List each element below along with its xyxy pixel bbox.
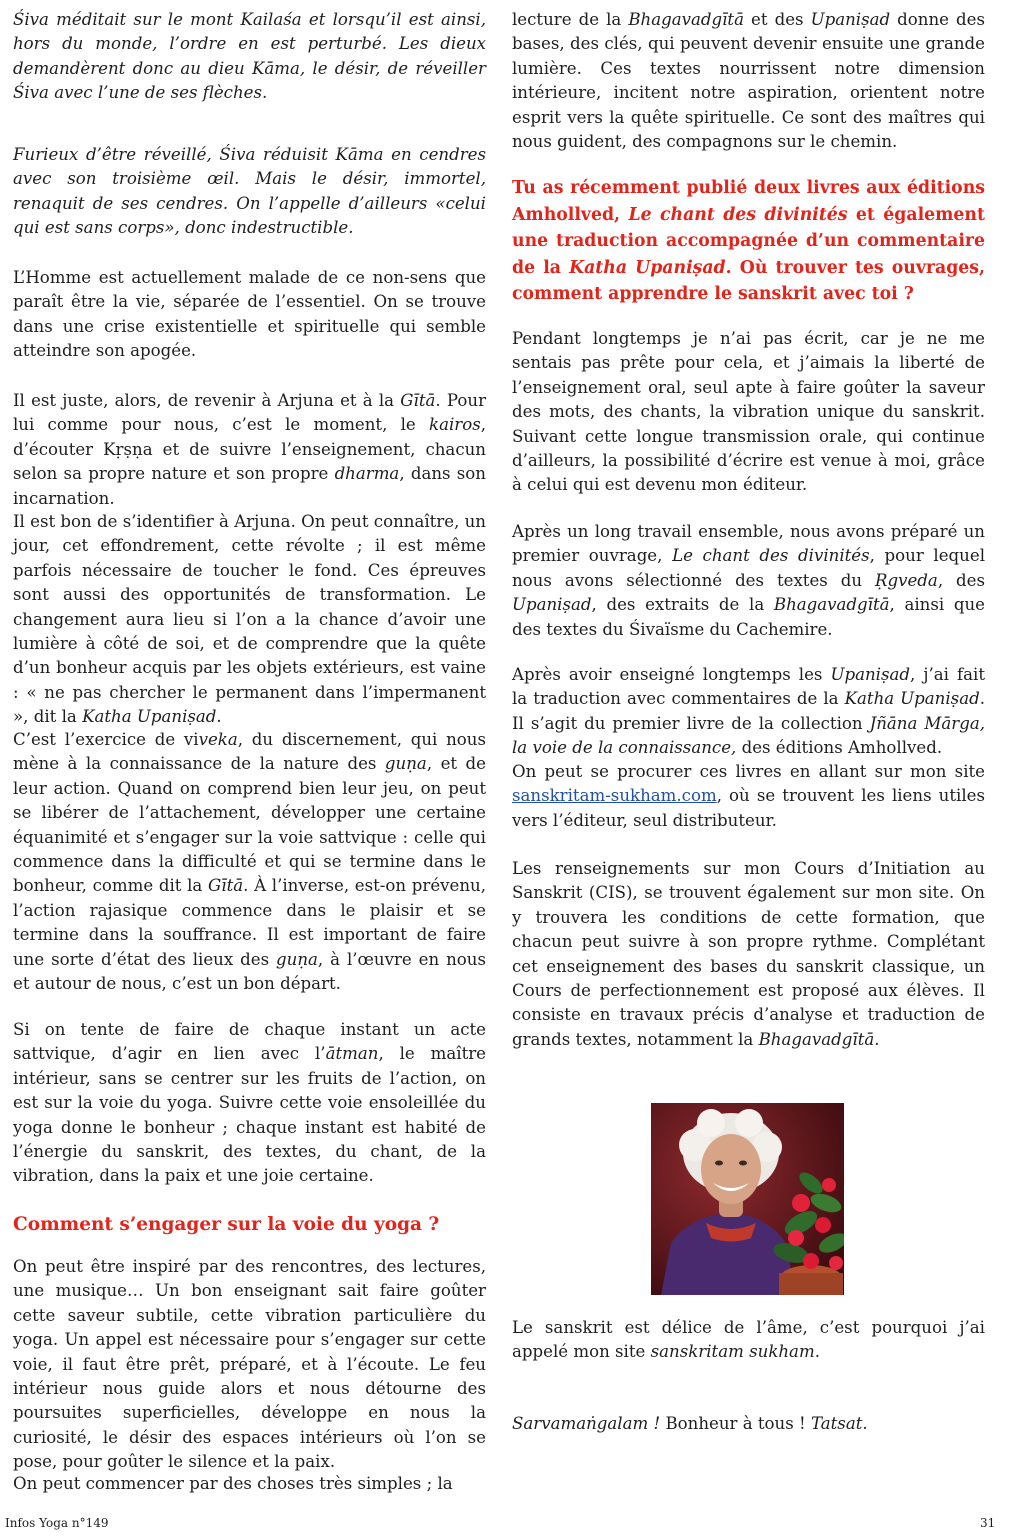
page-number: 31	[980, 1516, 996, 1530]
paragraph-siva-meditation	[13, 8, 486, 106]
text-italic: Bhagavadgītā	[628, 10, 744, 29]
text-italic: Le chant des divinités	[628, 204, 848, 225]
text-italic: Gītā	[400, 391, 436, 410]
text-italic: Katha Upaniṣad	[82, 707, 217, 727]
portrait-photo	[651, 1103, 844, 1295]
text: lecture de la	[512, 10, 629, 29]
section-heading: Comment s’engager sur la voie du yoga ?	[13, 1214, 440, 1235]
text: , j’ai fait la traduction avec commentaires de la	[512, 665, 985, 709]
text-italic: ātman	[325, 1044, 379, 1064]
paragraph-katha-traduction	[512, 663, 985, 761]
text: , à l’œuvre en nous et autour de nous, c’est un bon départ.	[13, 949, 486, 994]
text-italic: Tatsat.	[810, 1414, 868, 1433]
text-italic: Bhagavadgītā	[758, 1029, 875, 1049]
magazine-footer: Infos Yoga n°149	[5, 1516, 109, 1530]
text: .	[874, 1029, 880, 1049]
text-italic: Upaniṣad	[512, 595, 592, 615]
text: . Pour lui comme pour nous, c’est le moment, le	[13, 391, 487, 435]
text: Śiva méditait sur le mont Kailaśa et lorsqu’il est ainsi, hors du monde, l’ordre en est perturbé. Les dieux demandèrent donc au dieu Kāma, le désir, de réveiller Śiva avec l’une de ses flèches.	[13, 10, 486, 103]
text: Le sanskrit est délice de l’âme, c’est pourquoi j’ai appelé mon site	[512, 1318, 985, 1362]
paragraph-long-travail	[512, 520, 985, 642]
text: Il est bon de s’identifier à Arjuna. On peut connaître, un jour, cet effondrement, cette révolte ; il est même parfois nécessaire de toucher le fond. Ces épreuves sont aussi des opportunités de transformation. Le changement aura lieu si l’on a la chance d’avoir une lumière à côté de soi, et de comprendre que la quête d’un bonheur acquis par les objets extérieurs, est vaine : « ne pas chercher le permanent dans l’impermanent », dit la	[13, 512, 486, 727]
text: . À l’inverse, est-on prévenu, l’action rajasique commence dans le plaisir et se termine dans la souffrance. Il est important de faire une sorte d’état des lieux des	[13, 876, 486, 969]
text: et également une traduction accompagnée d’un commentaire de la	[512, 204, 985, 278]
text-italic: Katha Upaniṣad	[569, 257, 726, 278]
paragraph-kama-ashes	[13, 143, 486, 241]
text: .	[216, 707, 222, 727]
text: , des extraits de la	[591, 595, 774, 615]
text: , pour lequel nous avons sélectionné des textes du	[512, 546, 985, 590]
text: des éditions Amhollved.	[736, 738, 943, 758]
text: , du discernement, qui nous mène à la connaissance de la nature des	[13, 730, 486, 774]
text: Après un long travail ensemble, nous avons préparé un premier ouvrage,	[512, 522, 985, 566]
paragraph-viveka	[13, 728, 486, 996]
paragraph-pendant-longtemps	[512, 327, 985, 498]
text: Les renseignements sur mon Cours d’Initiation au Sanskrit (CIS), se trouvent également sur mon site. On y trouvera les conditions de cette formation, que chacun peut suivre à son propre rythme. Complétant cet enseignement des bases du sanskrit classique, un Cours de perfectionnement est proposé aux élèves. Il consiste en travaux précis d’analyse et traduction de grands textes, notamment la	[512, 859, 985, 1049]
portrait-illustration	[651, 1103, 844, 1295]
text: , le maître intérieur, sans se centrer sur les fruits de l’action, on est sur la voie du yoga. Suivre cette voie ensoleillée du yoga donne le bonheur ; chaque instant est habité de l’énergie du sanskrit, des textes, du chant, de la vibration, dans la paix et une joie certaine.	[13, 1044, 487, 1186]
text-italic: Upaniṣad	[810, 10, 891, 29]
text: Pendant longtemps je n’ai pas écrit, car je ne me sentais pas prête pour cela, et j’aimais la liberté de l’enseignement oral, seul apte à faire goûter la saveur des mots, des chants, la vibration unique du sanskrit. Suivant cette longue transmission orale, qui continue d’ailleurs, la possibilité d’écrire est venue à moi, grâce à celui qui est devenu mon éditeur.	[512, 329, 985, 495]
text: et des	[744, 10, 811, 29]
text: L’Homme est actuellement malade de ce non-sens que paraît être la vie, séparée de l’essentiel. On se trouve dans une crise existentielle et spirituelle qui semble atteindre son apogée.	[13, 268, 486, 361]
text: Il est juste, alors, de revenir à Arjuna et à la	[13, 391, 401, 410]
text: Furieux d’être réveillé, Śiva réduisit Kāma en cendres avec son troisième œil. Mais le désir, immortel, renaquit de ses cendres. On l’appelle d’ailleurs «celui qui est sans corps», donc indestructible.	[13, 145, 486, 238]
text: Bonheur à tous !	[660, 1414, 811, 1433]
website-link[interactable]: sanskritam-sukham.com	[512, 786, 717, 806]
text-italic: Jñāna Mārga, la voie de la connaissance,	[512, 713, 985, 758]
interview-question	[512, 175, 985, 308]
text-italic: Sarvamaṅgalam !	[512, 1414, 661, 1433]
text: Si on tente de faire de chaque instant un acte sattvique, d’agir en lien avec l’	[13, 1020, 486, 1064]
paragraph-lecture	[512, 8, 985, 154]
text: , dans son incarnation.	[13, 464, 486, 508]
text: . Il s’agit du premier livre de la collection	[512, 689, 985, 733]
paragraph-choses-simples	[13, 1472, 486, 1496]
photo-caption	[512, 1316, 985, 1365]
paragraph-procurer-livres	[512, 760, 985, 833]
text: Tu as récemment publié deux livres aux éditions Amhollved,	[512, 178, 985, 225]
text: , où se trouvent les liens utiles vers l’éditeur, seul distributeur.	[512, 786, 985, 830]
text: , ainsi que des textes du Śivaïsme du Cachemire.	[512, 595, 985, 639]
text-italic: sanskritam sukham	[650, 1342, 815, 1362]
text-italic: veka	[198, 730, 238, 749]
text-italic: guṇa	[276, 949, 318, 969]
text-italic: Le chant des divinités	[672, 546, 870, 566]
paragraph-identifier-arjuna	[13, 510, 486, 730]
paragraph-homme-malade	[13, 266, 486, 364]
text-italic: Upaniṣad	[830, 665, 910, 684]
paragraph-arjuna-gita	[13, 389, 486, 511]
closing-line	[512, 1412, 985, 1436]
text-italic: guṇa	[384, 754, 427, 774]
paragraph-cours-initiation	[512, 857, 985, 1052]
text-italic: Gītā	[208, 876, 244, 896]
text: Après avoir enseigné longtemps les	[512, 665, 831, 684]
paragraph-sattvique	[13, 1018, 486, 1189]
text: , des	[937, 570, 985, 590]
text-italic: dharma	[334, 464, 400, 484]
text: . Où trouver tes ouvrages, comment apprendre le sanskrit avec toi ?	[512, 257, 986, 305]
text: donne des bases, des clés, qui peuvent devenir ensuite une grande lumière. Ces textes nourrissent notre dimension intérieure, incitent notre aspiration, orientent notre esprit vers la quête spirituelle. Ce sont des maîtres qui nous guident, des compagnons sur le chemin.	[512, 10, 985, 152]
text-italic: Katha Upaniṣad	[844, 689, 980, 709]
text-italic: Ṛgveda	[875, 570, 938, 590]
text: C’est l’exercice de vi	[13, 730, 199, 749]
text-italic: Bhagavadgītā	[773, 595, 890, 615]
text: , d’écouter Kṛṣṇa et de suivre l’enseignement, chacun selon sa propre nature et son propre	[13, 415, 486, 484]
text: , et de leur action. Quand on comprend bien leur jeu, on peut se libérer de l’attachement, développer une certaine équanimité et s’engager sur la voie sattvique : celle qui commence dans la difficulté et qui se termine dans le bonheur, comme dit la	[13, 754, 486, 896]
paragraph-inspire	[13, 1255, 486, 1475]
text: On peut se procurer ces livres en allant sur mon site	[512, 762, 985, 781]
text: On peut être inspiré par des rencontres, des lectures, une musique… Un bon enseignant sait faire goûter cette saveur subtile, cette vibration particulière du yoga. Un appel est nécessaire pour s’engager sur cette voie, il faut être prêt, préparé, et à l’écoute. Le feu intérieur nous guide alors et nous détourne des poursuites superficielles, développe en nous la curiosité, le désir des espaces intérieurs où l’on se pose, pour goûter le silence et la paix.	[13, 1257, 486, 1472]
text-italic: kairos	[429, 415, 481, 435]
text: .	[814, 1342, 820, 1362]
text: On peut commencer par des choses très simples ; la	[13, 1474, 453, 1493]
